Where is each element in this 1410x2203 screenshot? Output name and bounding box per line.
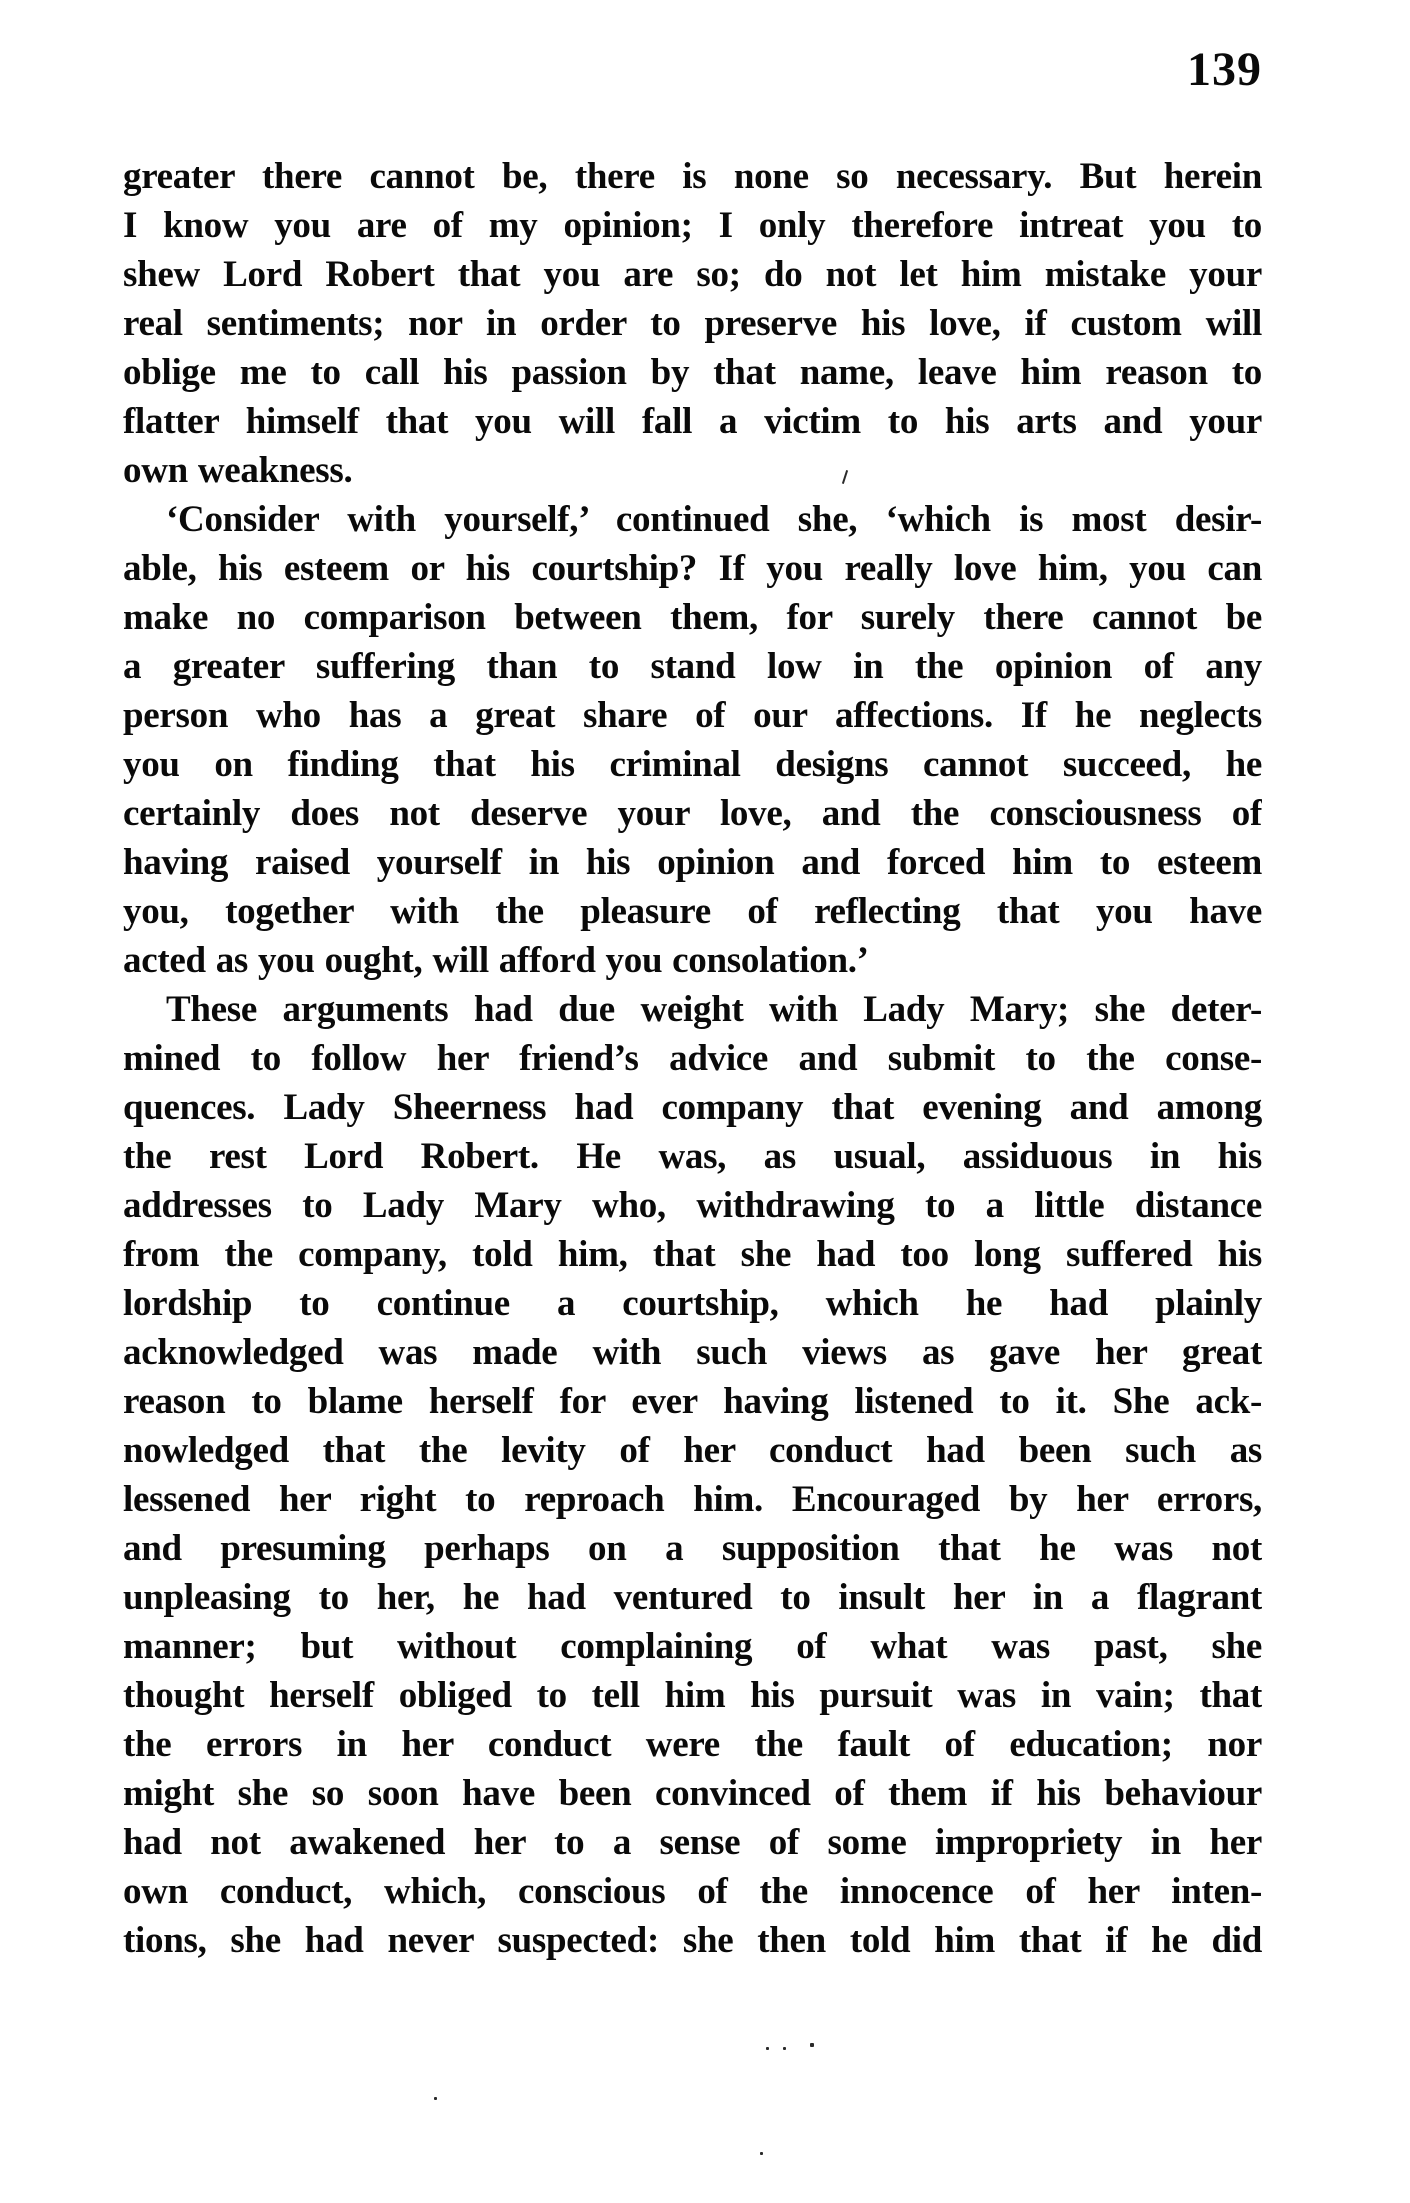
text-line: addresses to Lady Mary who, withdrawing to a little distance <box>123 1185 1262 1226</box>
scan-speck <box>434 2097 437 2100</box>
text-line: I know you are of my opinion; I only therefore intreat you to <box>123 205 1262 246</box>
text-line: and presuming perhaps on a supposition that he was not <box>123 1528 1262 1569</box>
text-line: you, together with the pleasure of reflecting that you have <box>123 891 1262 932</box>
scan-speck <box>810 2043 814 2047</box>
text-line: unpleasing to her, he had ventured to insult her in a flagrant <box>123 1577 1262 1618</box>
text-line: you on finding that his criminal designs cannot succeed, he <box>123 744 1262 785</box>
text-line: acted as you ought, will afford you consolation.’ <box>123 940 869 981</box>
text-line: real sentiments; nor in order to preserve his love, if custom will <box>123 303 1262 344</box>
text-line: having raised yourself in his opinion and forced him to esteem <box>123 842 1262 883</box>
text-line: reason to blame herself for ever having listened to it. She ack- <box>123 1381 1262 1422</box>
text-line: greater there cannot be, there is none so necessary. But herein <box>123 156 1262 197</box>
text-line: acknowledged was made with such views as gave her great <box>123 1332 1262 1373</box>
text-line: lessened her right to reproach him. Encouraged by her errors, <box>123 1479 1262 1520</box>
text-line: oblige me to call his passion by that name, leave him reason to <box>123 352 1262 393</box>
text-line: tions, she had never suspected: she then told him that if he did <box>123 1920 1262 1961</box>
text-line: a greater suffering than to stand low in the opinion of any <box>123 646 1262 687</box>
text-line: own weakness. <box>123 450 353 491</box>
text-line: manner; but without complaining of what was past, she <box>123 1626 1262 1667</box>
text-line: nowledged that the levity of her conduct had been such as <box>123 1430 1262 1471</box>
text-line: person who has a great share of our affections. If he neglects <box>123 695 1262 736</box>
scan-speck <box>783 2047 786 2050</box>
scan-speck <box>760 2152 763 2155</box>
text-line: from the company, told him, that she had too long suffered his <box>123 1234 1262 1275</box>
scan-speck <box>766 2047 769 2050</box>
text-line: ‘Consider with yourself,’ continued she, ‘which is most desir- <box>166 499 1262 540</box>
page-body <box>123 152 1262 1965</box>
text-line: These arguments had due weight with Lady Mary; she deter- <box>166 989 1262 1030</box>
text-line: thought herself obliged to tell him his pursuit was in vain; that <box>123 1675 1262 1716</box>
text-line: might she so soon have been convinced of them if his behaviour <box>123 1773 1262 1814</box>
text-line: quences. Lady Sheerness had company that evening and among <box>123 1087 1262 1128</box>
text-line: flatter himself that you will fall a victim to his arts and your <box>123 401 1262 442</box>
text-line: the rest Lord Robert. He was, as usual, assiduous in his <box>123 1136 1262 1177</box>
text-line: own conduct, which, conscious of the innocence of her inten- <box>123 1871 1262 1912</box>
text-line: the errors in her conduct were the fault of education; nor <box>123 1724 1262 1765</box>
page-number: 139 <box>1187 43 1262 96</box>
text-line: certainly does not deserve your love, and the consciousness of <box>123 793 1262 834</box>
text-line: able, his esteem or his courtship? If you really love him, you can <box>123 548 1262 589</box>
text-line: mined to follow her friend’s advice and submit to the conse- <box>123 1038 1262 1079</box>
text-line: make no comparison between them, for surely there cannot be <box>123 597 1262 638</box>
text-line: lordship to continue a courtship, which he had plainly <box>123 1283 1262 1324</box>
text-line: shew Lord Robert that you are so; do not let him mistake your <box>123 254 1262 295</box>
text-line: had not awakened her to a sense of some impropriety in her <box>123 1822 1262 1863</box>
